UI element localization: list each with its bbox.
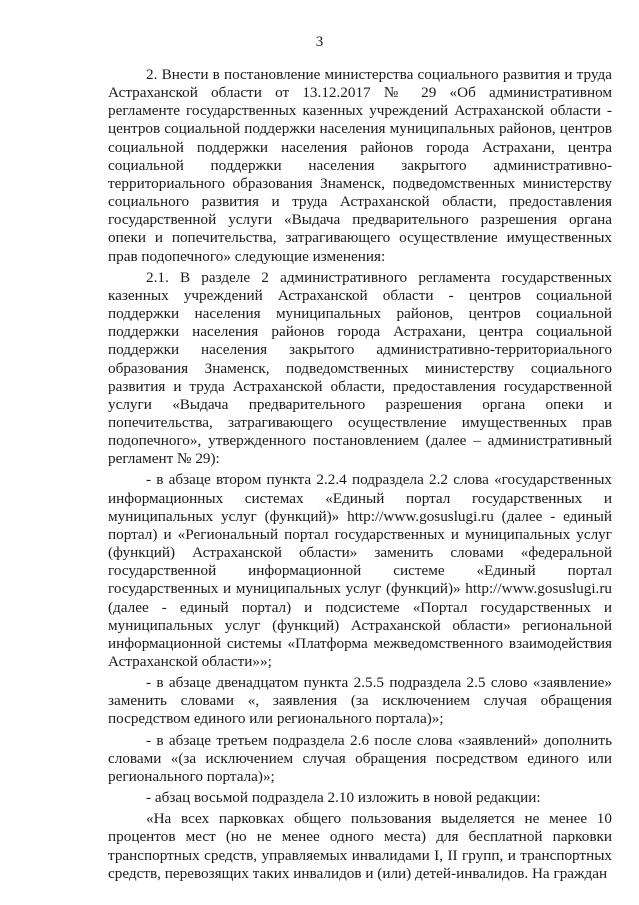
paragraph-item-2-10: - абзац восьмой подраздела 2.10 изложить в новой редакции:	[146, 789, 541, 807]
paragraph-item-2-2-4: - в абзаце втором пункта 2.2.4 подраздела 2.2 слова «государственных информационных системах «Единый портал государственных и муниципальных услуг (функций)» http://www.gosuslugi.ru (далее - единый портал) и «Региональный портал государственных и муниципальных услуг (функций) Астраханской области» заменить словами «федеральной государственной информационной системе «Единый портал государственных и муниципальных услуг (функций)» http://www.gosuslugi.ru (далее - единый портал) и подсистеме «Портал государственных и муниципальных услуг (функций) Астраханской области» региональной информационной системы «Платформа межведомственного взаимодействия Астраханской области»»;	[108, 471, 612, 670]
paragraph-amendment-intro: 2. Внести в постановление министерства социального развития и труда Астраханской области от 13.12.2017 № 29 «Об административном регламенте государственных казенных учреждений Астраханской области - центров социальной поддержки населения муниципальных районов, центров социальной поддержки населения районов города Астрахани, центра социальной поддержки населения закрытого административно-территориального образования Знаменск, подведомственных министерству социального развития и труда Астраханской области, предоставления государственной услуги «Выдача предварительного разрешения органа опеки и попечительства, затрагивающего осуществление имущественных прав подопечного» следующие изменения:	[108, 66, 612, 265]
paragraph-parking-text: «На всех парковках общего пользования выделяется не менее 10 процентов мест (но не менее одного места) для бесплатной парковки транспортных средств, управляемых инвалидами I, II групп, и транспортных средств, перевозящих таких инвалидов и (или) детей-инвалидов. На граждан	[108, 810, 612, 882]
paragraph-item-2-6: - в абзаце третьем подраздела 2.6 после слова «заявлений» дополнить словами «(за исключением случая обращения посредством единого или регионального портала)»;	[108, 731, 612, 785]
page-number: 3	[315, 34, 324, 50]
document-body	[108, 66, 612, 883]
paragraph-section-2-1: 2.1. В разделе 2 административного регламента государственных казенных учреждений Астраханской области - центров социальной поддержки населения муниципальных районов, центров социальной поддержки населения районов города Астрахани, центра социальной поддержки населения закрытого административно-территориального образования Знаменск, подведомственных министерству социального развития и труда Астраханской области, предоставления государственной услуги «Выдача предварительного разрешения органа опеки и попечительства, затрагивающего осуществление имущественных прав подопечного», утвержденного постановлением (далее – административный регламент № 29):	[108, 268, 612, 468]
paragraph-item-2-5-5: - в абзаце двенадцатом пункта 2.5.5 подраздела 2.5 слово «заявление» заменить словами «, заявления (за исключением случая обращения посредством единого или регионального портала)»;	[108, 674, 612, 728]
